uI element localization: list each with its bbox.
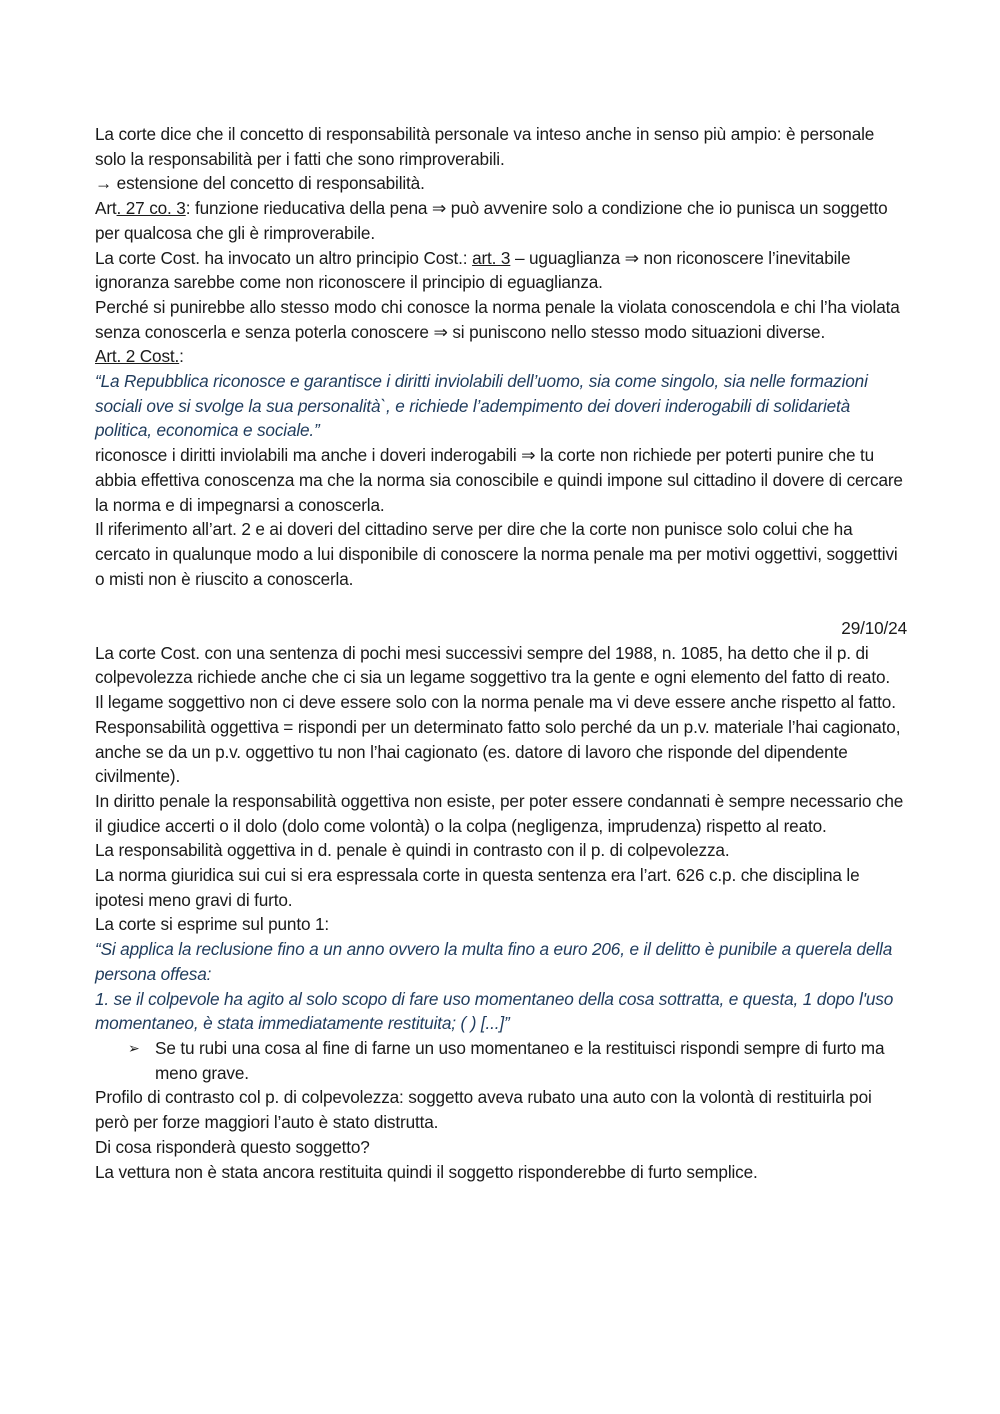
- blank-line: [95, 591, 907, 616]
- text-fragment: : funzione rieducativa della pena ⇒ può avvenire solo a condizione che io punisca un soggetto per qualcosa che gli è rimproverabile.: [95, 198, 888, 243]
- quote-art-2: “La Repubblica riconosce e garantisce i diritti inviolabili dell’uomo, sia come singolo, sia nelle formazioni sociali ove si svolge la sua personalità`, e richiede l’adempimento dei doveri inderogabili di solidarietà politica, economica e sociale.”: [95, 371, 868, 441]
- lecture-date: 29/10/24: [841, 618, 907, 639]
- bullet-item: [95, 1036, 907, 1085]
- quote-art-626: “Si applica la reclusione fino a un anno ovvero la multa fino a euro 206, e il delitto è punibile a querela della persona offesa:: [95, 939, 893, 984]
- paragraph: [95, 246, 907, 295]
- paragraph: La corte dice che il concetto di responsabilità personale va inteso anche in senso più ampio: è personale solo la responsabilità per i fatti che sono rimproverabili.: [95, 124, 875, 169]
- paragraph: In diritto penale la responsabilità oggettiva non esiste, per poter essere condannati è sempre necessario che il giudice accerti o il dolo (dolo come volontà) o la colpa (negligenza, imprudenza) rispetto al reato.: [95, 790, 904, 836]
- paragraph: La corte Cost. con una sentenza di pochi mesi successivi sempre del 1988, n. 1085, ha detto che il p. di colpevolezza richiede anche che ci sia un legame soggettivo tra la gente e ogni elemento del fatto di reato.: [95, 642, 890, 688]
- paragraph: [95, 344, 907, 369]
- paragraph: La corte si esprime sul punto 1:: [95, 914, 330, 935]
- text-fragment: – uguaglianza ⇒ non riconoscere l’inevitabile ignoranza sarebbe come non riconoscere il principio di eguaglianza.: [95, 247, 851, 293]
- document-body: [95, 122, 907, 1184]
- paragraph: La norma giuridica sui cui si era espressala corte in questa sentenza era l’art. 626 c.p. che disciplina le ipotesi meno gravi di furto.: [95, 865, 860, 910]
- paragraph: [95, 196, 907, 245]
- paragraph: → estensione del concetto di responsabilità.: [95, 173, 425, 194]
- paragraph: Perché si punirebbe allo stesso modo chi conosce la norma penale la violata conoscendola e chi l’ha violata senza conoscerla e senza poterla conoscere ⇒ si puniscono nello stesso modo situazioni diverse.: [95, 296, 900, 342]
- paragraph: Il riferimento all’art. 2 e ai doveri del cittadino serve per dire che la corte non punisce solo colui che ha cercato in qualunque modo a lui disponibile di conoscere la norma penale ma per motivi oggettivi, soggettivi o misti non è riuscito a conoscerla.: [95, 519, 898, 589]
- paragraph: Responsabilità oggettiva = rispondi per un determinato fatto solo perché da un p.v. materiale l’hai cagionato, anche se da un p.v. oggettivo tu non l’hai cagionato (es. datore di lavoro che risponde del dipendente civilmente).: [95, 716, 901, 787]
- paragraph: La responsabilità oggettiva in d. penale è quindi in contrasto con il p. di colpevolezza.: [95, 840, 730, 861]
- paragraph: La vettura non è stata ancora restituita quindi il soggetto risponderebbe di furto semplice.: [95, 1161, 758, 1182]
- bullet-text: Se tu rubi una cosa al fine di farne un uso momentaneo e la restituisci rispondi sempre di furto ma meno grave.: [155, 1038, 885, 1083]
- paragraph: Di cosa risponderà questo soggetto?: [95, 1136, 370, 1157]
- paragraph: Il legame soggettivo non ci deve essere solo con la norma penale ma vi deve essere anche rispetto al fatto.: [95, 692, 896, 713]
- article-reference-2: Art. 2 Cost.: [95, 346, 180, 367]
- quote-art-626-point-1: 1. se il colpevole ha agito al solo scopo di fare uso momentaneo della cosa sottratta, e questa, 1 dopo l'uso momentaneo, è stata immediatamente restituita; ( ) [...]”: [95, 988, 894, 1034]
- text-fragment: La corte Cost. ha invocato un altro principio Cost.:: [95, 247, 473, 268]
- paragraph: Profilo di contrasto col p. di colpevolezza: soggetto aveva rubato una auto con la volontà di restituirla poi però per forze maggiori l’auto è stato distrutta.: [95, 1087, 872, 1133]
- paragraph: riconosce i diritti inviolabili ma anche i doveri inderogabili ⇒ la corte non richiede per poterti punire che tu abbia effettiva conoscenza ma che la norma sia conoscibile e quindi impone sul cittadino il dovere di cercare la norma e di impegnarsi a conoscerla.: [95, 445, 903, 515]
- text-fragment: :: [179, 346, 184, 367]
- article-reference-3: art. 3: [472, 247, 511, 268]
- arrow-bullet-icon: ➢: [128, 1040, 140, 1056]
- article-reference-27: . 27 co. 3: [116, 198, 186, 219]
- text-fragment: Art: [95, 198, 117, 219]
